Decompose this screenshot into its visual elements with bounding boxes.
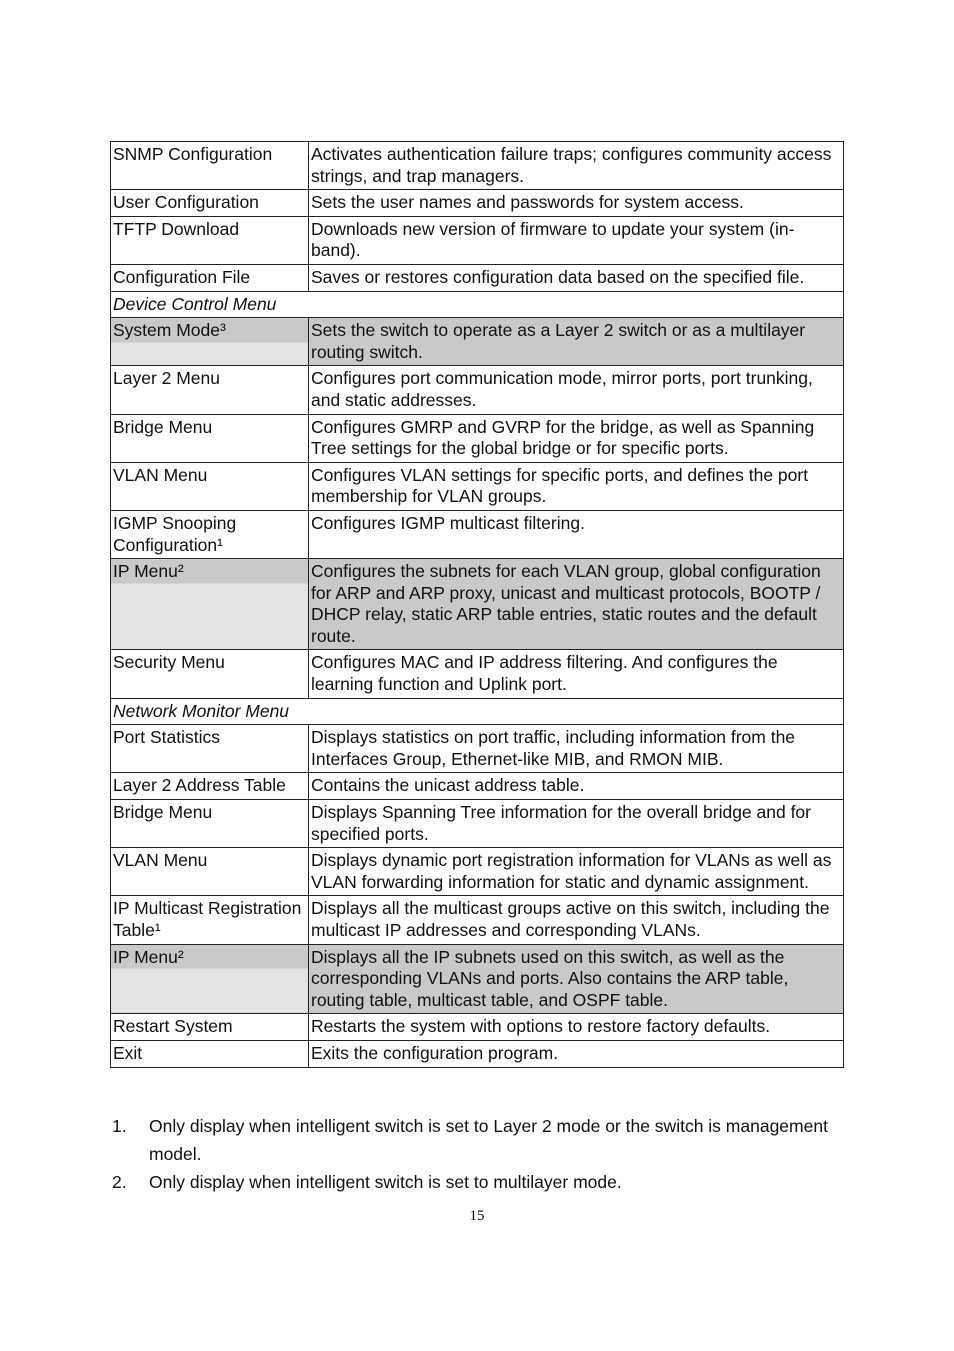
page-number: 15 [469,1208,485,1224]
table-row [111,462,844,510]
footnote-text: Only display when intelligent switch is set to multilayer mode. [149,1172,622,1192]
menu-item-description: Restarts the system with options to restore factory defaults. [309,1014,844,1041]
menu-item-description: Configures IGMP multicast filtering. [309,510,844,558]
menu-item-name: TFTP Download [111,216,309,264]
menu-item-description: Displays Spanning Tree information for the overall bridge and for specified ports. [309,800,844,848]
footnote-item [112,1112,842,1168]
menu-item-description: Displays all the IP subnets used on this switch, as well as the corresponding VLANs and ports. Also contains the ARP table, routing table, multicast table, and OSPF table. [309,944,844,1014]
table-row [111,559,844,650]
menu-item-description: Configures the subnets for each VLAN group, global configuration for ARP and ARP proxy, unicast and multicast protocols, BOOTP / DHCP relay, static ARP table entries, static routes and the default route. [309,559,844,650]
table-row [111,725,844,773]
menu-item-description: Configures MAC and IP address filtering. And configures the learning function and Uplink port. [309,650,844,698]
table-row [111,264,844,291]
menu-item-name: Bridge Menu [111,414,309,462]
table-row [111,848,844,896]
section-title: Network Monitor Menu [111,698,844,725]
section-title: Device Control Menu [111,291,844,318]
menu-item-name: Port Statistics [111,725,309,773]
table-row [111,366,844,414]
menu-item-description: Configures VLAN settings for specific ports, and defines the port membership for VLAN groups. [309,462,844,510]
menu-item-name: Configuration File [111,264,309,291]
menu-item-name: SNMP Configuration [111,142,309,190]
menu-item-description: Sets the switch to operate as a Layer 2 switch or as a multilayer routing switch. [309,318,844,366]
section-header-row [111,698,844,725]
table-row [111,896,844,944]
table-row [111,650,844,698]
table-row [111,190,844,217]
table-row [111,510,844,558]
menu-item-description: Sets the user names and passwords for system access. [309,190,844,217]
menu-item-name: Layer 2 Address Table [111,773,309,800]
menu-item-name: IGMP Snooping Configuration¹ [111,510,309,558]
menu-item-description: Saves or restores configuration data based on the specified file. [309,264,844,291]
footnote-number: 2. [112,1172,127,1192]
menu-item-name: IP Menu² [111,944,309,1014]
menu-item-name: Layer 2 Menu [111,366,309,414]
menu-item-description: Displays statistics on port traffic, including information from the Interfaces Group, Ethernet-like MIB, and RMON MIB. [309,725,844,773]
menu-item-name: System Mode³ [111,318,309,366]
table-row [111,414,844,462]
table-row [111,1040,844,1067]
menu-item-description: Activates authentication failure traps; configures community access strings, and trap managers. [309,142,844,190]
footnote-text: Only display when intelligent switch is set to Layer 2 mode or the switch is management model. [149,1116,828,1164]
menu-item-name: IP Multicast Registration Table¹ [111,896,309,944]
table-row [111,142,844,190]
table-row [111,773,844,800]
menu-item-description: Displays dynamic port registration information for VLANs as well as VLAN forwarding information for static and dynamic assignment. [309,848,844,896]
menu-item-name: Restart System [111,1014,309,1041]
menu-item-description: Configures GMRP and GVRP for the bridge, as well as Spanning Tree settings for the global bridge or for specific ports. [309,414,844,462]
table-row [111,216,844,264]
menu-item-description: Displays all the multicast groups active on this switch, including the multicast IP addresses and corresponding VLANs. [309,896,844,944]
menu-item-description: Downloads new version of firmware to update your system (in-band). [309,216,844,264]
footnotes-list [112,1112,842,1196]
table-row [111,944,844,1014]
menu-item-name: Bridge Menu [111,800,309,848]
footnote-item [112,1168,842,1196]
menu-item-description: Configures port communication mode, mirror ports, port trunking, and static addresses. [309,366,844,414]
menu-item-name: User Configuration [111,190,309,217]
menu-item-description: Contains the unicast address table. [309,773,844,800]
menu-item-name: IP Menu² [111,559,309,650]
footnote-number: 1. [112,1116,127,1136]
menu-description-table [110,141,844,1068]
section-header-row [111,291,844,318]
table-row [111,800,844,848]
menu-item-name: VLAN Menu [111,462,309,510]
table-row [111,318,844,366]
menu-table-body [111,142,844,1068]
table-row [111,1014,844,1041]
menu-item-name: Exit [111,1040,309,1067]
menu-item-name: VLAN Menu [111,848,309,896]
menu-item-description: Exits the configuration program. [309,1040,844,1067]
menu-item-name: Security Menu [111,650,309,698]
